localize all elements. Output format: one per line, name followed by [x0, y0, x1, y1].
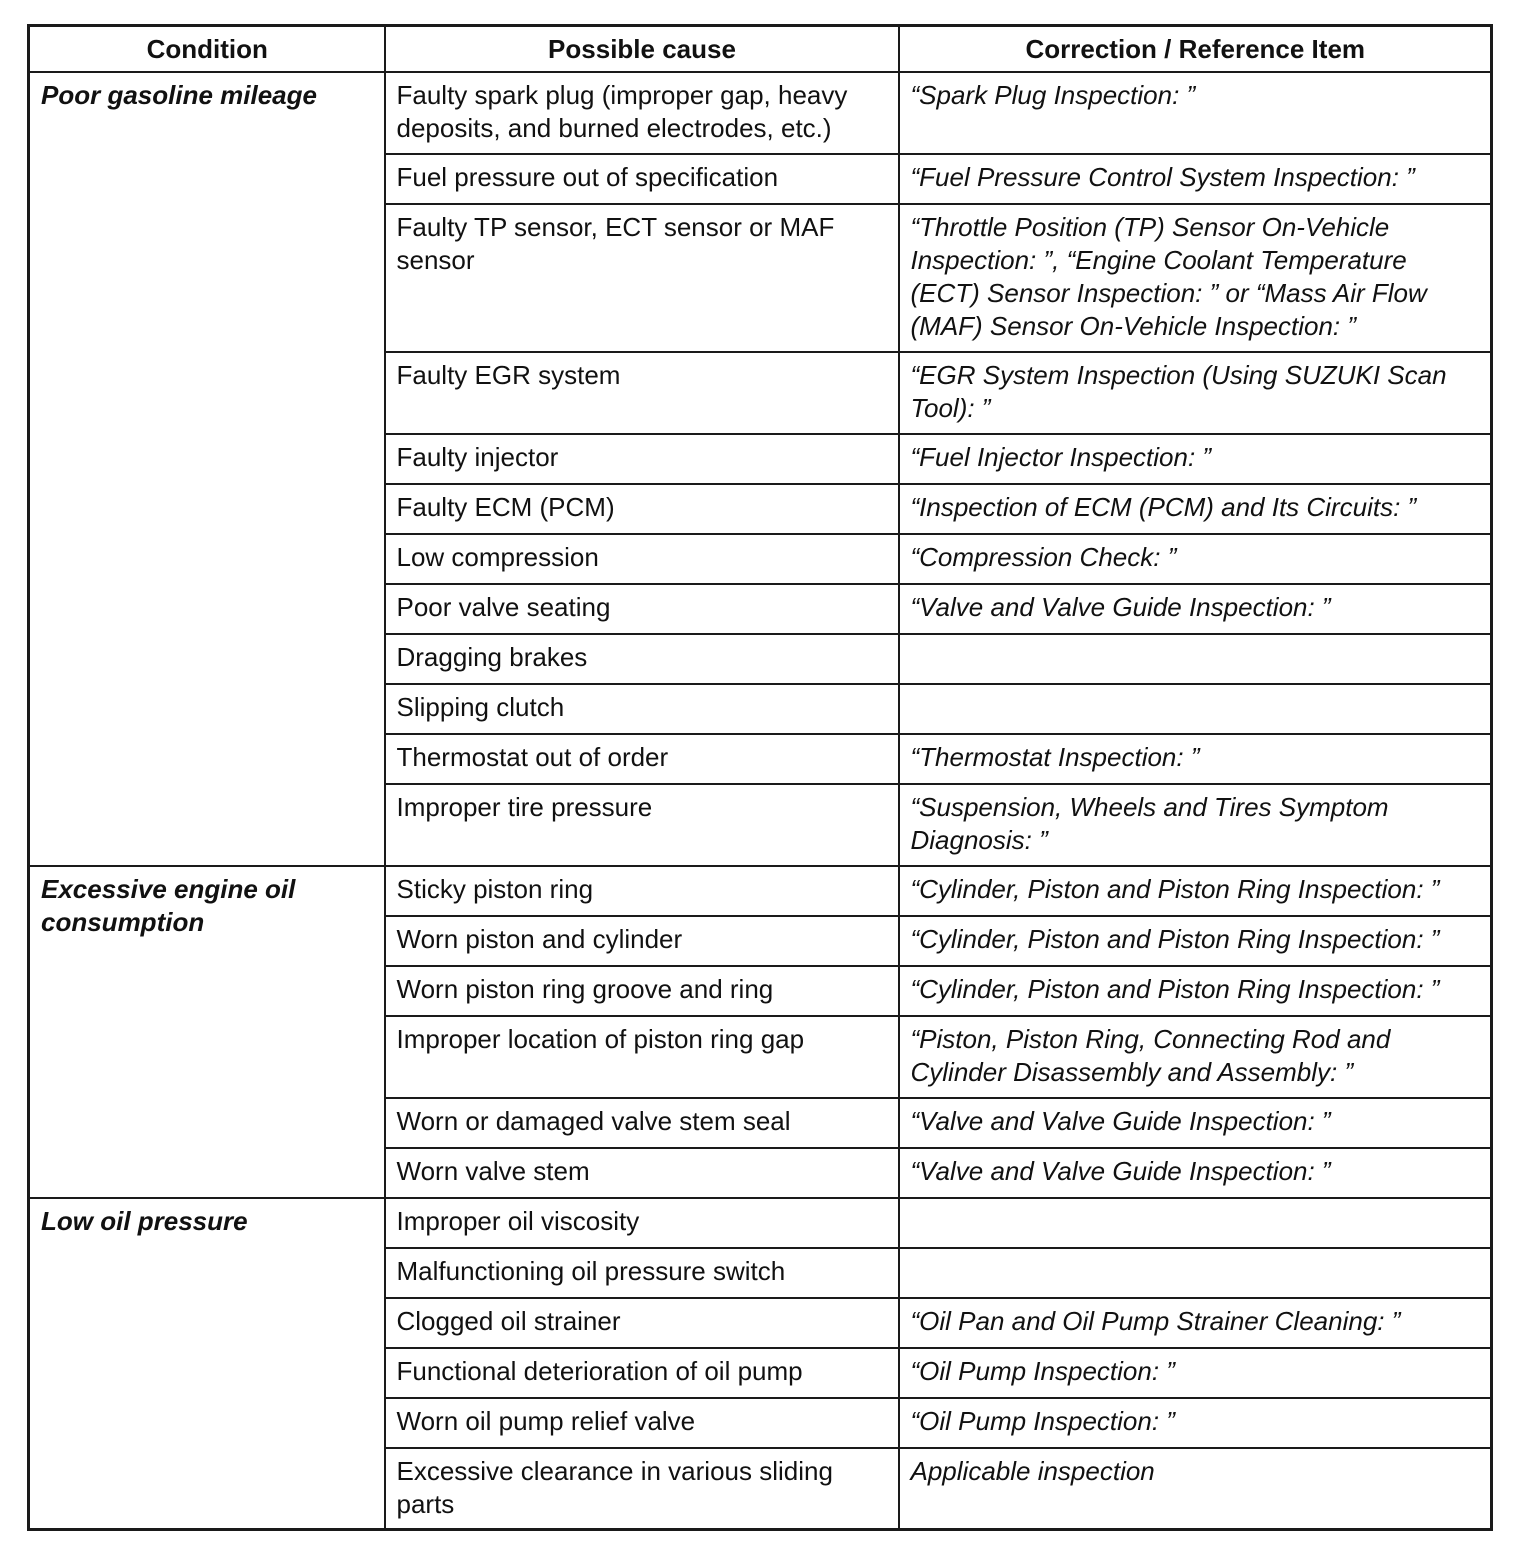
possible-cause-cell: Faulty TP sensor, ECT sensor or MAF sensor	[385, 204, 899, 352]
possible-cause-cell: Worn piston ring groove and ring	[385, 966, 899, 1016]
possible-cause-cell: Clogged oil strainer	[385, 1298, 899, 1348]
table-row	[29, 866, 1492, 916]
header-row	[29, 26, 1492, 72]
possible-cause-cell: Worn oil pump relief valve	[385, 1398, 899, 1448]
reference-cell: “Fuel Injector Inspection: ”	[899, 434, 1492, 484]
table-row	[29, 1198, 1492, 1248]
reference-cell	[899, 1248, 1492, 1298]
possible-cause-cell: Malfunctioning oil pressure switch	[385, 1248, 899, 1298]
reference-cell: “Piston, Piston Ring, Connecting Rod and Cylinder Disassembly and Assembly: ”	[899, 1016, 1492, 1098]
possible-cause-cell: Fuel pressure out of specification	[385, 154, 899, 204]
reference-cell: “Compression Check: ”	[899, 534, 1492, 584]
condition-cell: Excessive engine oil consumption	[29, 866, 385, 1198]
reference-cell: “Spark Plug Inspection: ”	[899, 72, 1492, 154]
possible-cause-cell: Low compression	[385, 534, 899, 584]
header-condition: Condition	[29, 26, 385, 72]
condition-cell: Low oil pressure	[29, 1198, 385, 1530]
possible-cause-cell: Poor valve seating	[385, 584, 899, 634]
possible-cause-cell: Worn or damaged valve stem seal	[385, 1098, 899, 1148]
possible-cause-cell: Thermostat out of order	[385, 734, 899, 784]
possible-cause-cell: Improper location of piston ring gap	[385, 1016, 899, 1098]
possible-cause-cell: Functional deterioration of oil pump	[385, 1348, 899, 1398]
possible-cause-cell: Improper tire pressure	[385, 784, 899, 866]
possible-cause-cell: Worn piston and cylinder	[385, 916, 899, 966]
reference-cell: “Throttle Position (TP) Sensor On-Vehicle Inspection: ”, “Engine Coolant Temperature (ECT) Sensor Inspection: ” or “Mass Air Flow (MAF) Sensor On-Vehicle Inspection: ”	[899, 204, 1492, 352]
reference-cell: “Valve and Valve Guide Inspection: ”	[899, 584, 1492, 634]
reference-cell: “Fuel Pressure Control System Inspection: ”	[899, 154, 1492, 204]
table-row	[29, 72, 1492, 154]
reference-cell: “Thermostat Inspection: ”	[899, 734, 1492, 784]
possible-cause-cell: Dragging brakes	[385, 634, 899, 684]
reference-cell: “Cylinder, Piston and Piston Ring Inspection: ”	[899, 966, 1492, 1016]
reference-cell: “Cylinder, Piston and Piston Ring Inspection: ”	[899, 916, 1492, 966]
reference-cell: “Oil Pan and Oil Pump Strainer Cleaning: ”	[899, 1298, 1492, 1348]
possible-cause-cell: Faulty EGR system	[385, 352, 899, 434]
reference-cell	[899, 634, 1492, 684]
reference-cell: “Suspension, Wheels and Tires Symptom Diagnosis: ”	[899, 784, 1492, 866]
reference-cell: “Inspection of ECM (PCM) and Its Circuits: ”	[899, 484, 1492, 534]
reference-cell: “Oil Pump Inspection: ”	[899, 1348, 1492, 1398]
possible-cause-cell: Faulty ECM (PCM)	[385, 484, 899, 534]
possible-cause-cell: Excessive clearance in various sliding parts	[385, 1448, 899, 1530]
possible-cause-cell: Worn valve stem	[385, 1148, 899, 1198]
possible-cause-cell: Improper oil viscosity	[385, 1198, 899, 1248]
reference-cell	[899, 1198, 1492, 1248]
possible-cause-cell: Sticky piston ring	[385, 866, 899, 916]
header-reference: Correction / Reference Item	[899, 26, 1492, 72]
diagnosis-table	[27, 24, 1493, 1531]
reference-cell: “Oil Pump Inspection: ”	[899, 1398, 1492, 1448]
table-header	[29, 26, 1492, 72]
header-possible-cause: Possible cause	[385, 26, 899, 72]
reference-cell	[899, 684, 1492, 734]
condition-cell: Poor gasoline mileage	[29, 72, 385, 866]
possible-cause-cell: Faulty injector	[385, 434, 899, 484]
reference-cell: “EGR System Inspection (Using SUZUKI Scan Tool): ”	[899, 352, 1492, 434]
reference-cell: “Valve and Valve Guide Inspection: ”	[899, 1098, 1492, 1148]
reference-cell: “Cylinder, Piston and Piston Ring Inspection: ”	[899, 866, 1492, 916]
possible-cause-cell: Slipping clutch	[385, 684, 899, 734]
table-body	[29, 72, 1492, 1530]
reference-cell: “Valve and Valve Guide Inspection: ”	[899, 1148, 1492, 1198]
possible-cause-cell: Faulty spark plug (improper gap, heavy deposits, and burned electrodes, etc.)	[385, 72, 899, 154]
reference-cell: Applicable inspection	[899, 1448, 1492, 1530]
